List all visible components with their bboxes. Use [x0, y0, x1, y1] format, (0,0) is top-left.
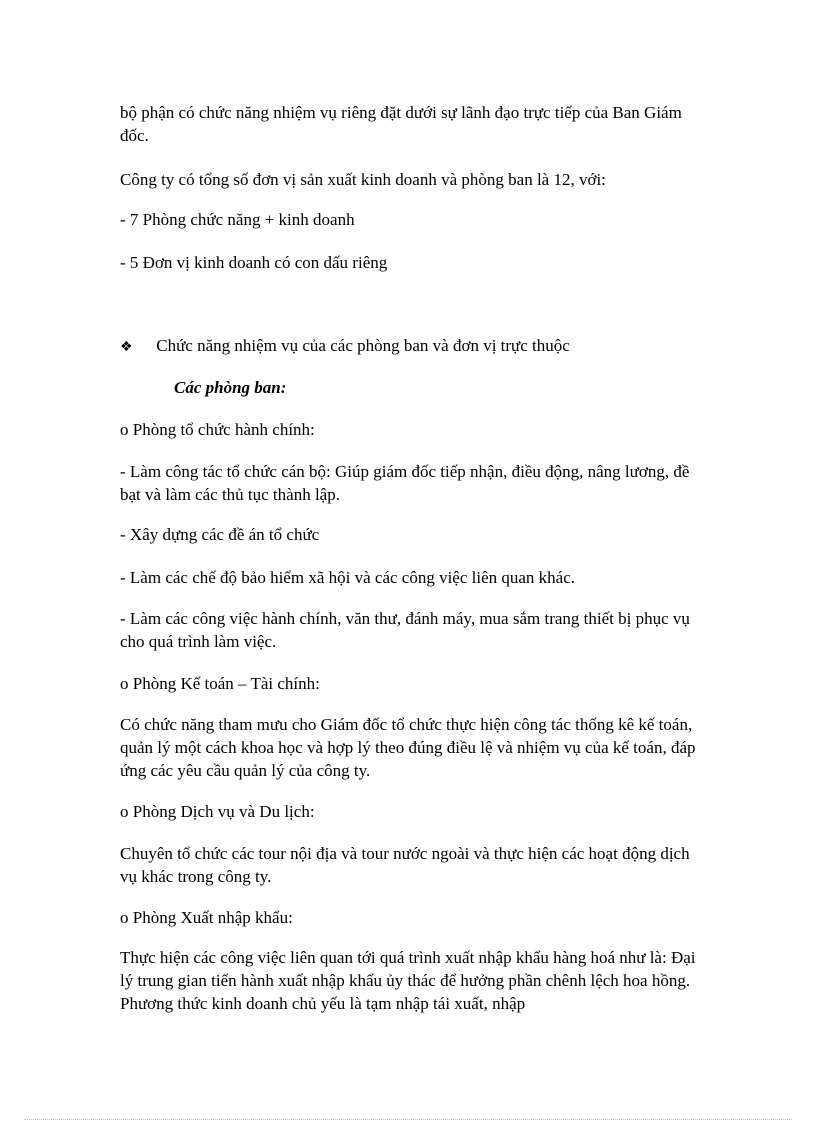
accounting-description: Có chức năng tham mưu cho Giám đốc tổ chức thực hiện công tác thống kê kế toán, quản lý một cách khoa học và hợp lý theo đúng điều lệ và nhiệm vụ của kế toán, đáp ứng các yêu cầu quản lý của công ty.	[120, 715, 696, 780]
department-import-export-heading: o Phòng Xuất nhập khẩu:	[120, 908, 293, 927]
travel-description: Chuyên tổ chức các tour nội địa và tour nước ngoài và thực hiện các hoạt động dịch vụ khác trong công ty.	[120, 844, 690, 886]
department-accounting-heading: o Phòng Kế toán – Tài chính:	[120, 674, 320, 693]
list-item-business-units: - 5 Đơn vị kinh doanh có con dấu riêng	[120, 253, 388, 272]
import-export-description: Thực hiện các công việc liên quan tới quá trình xuất nhập khẩu hàng hoá như là: Đại lý trung gian tiến hành xuất nhập khẩu ủy thác để hưởng phần chênh lệch hoa hồng. Phương thức kinh doanh chủ yếu là tạm nhập tái xuất, nhập	[120, 948, 696, 1013]
admin-duty-3: - Làm các chế độ bảo hiểm xã hội và các công việc liên quan khác.	[120, 568, 576, 587]
department-travel-heading: o Phòng Dịch vụ và Du lịch:	[120, 802, 315, 821]
list-item-functional-departments: - 7 Phòng chức năng + kinh doanh	[120, 210, 355, 229]
admin-duty-1: - Làm công tác tổ chức cán bộ: Giúp giám đốc tiếp nhận, điều động, nâng lương, đề bạt và làm các thủ tục thành lập.	[120, 462, 690, 504]
paragraph-intro: bộ phận có chức năng nhiệm vụ riêng đặt dưới sự lãnh đạo trực tiếp của Ban Giám đốc.	[120, 103, 682, 145]
page-bottom-divider	[24, 1119, 792, 1120]
paragraph-unit-count: Công ty có tổng số đơn vị sản xuất kinh doanh và phòng ban là 12, với:	[120, 170, 606, 189]
admin-duty-4: - Làm các công việc hành chính, văn thư, đánh máy, mua sắm trang thiết bị phục vụ cho quá trình làm việc.	[120, 609, 690, 651]
admin-duty-2: - Xây dựng các đề án tổ chức	[120, 525, 320, 544]
department-admin-heading: o Phòng tổ chức hành chính:	[120, 420, 315, 439]
subheading-departments: Các phòng ban:	[174, 378, 287, 397]
section-heading-text: Chức năng nhiệm vụ của các phòng ban và đơn vị trực thuộc	[156, 336, 570, 355]
diamond-bullet-icon: ❖	[120, 340, 133, 355]
section-heading	[120, 334, 700, 359]
